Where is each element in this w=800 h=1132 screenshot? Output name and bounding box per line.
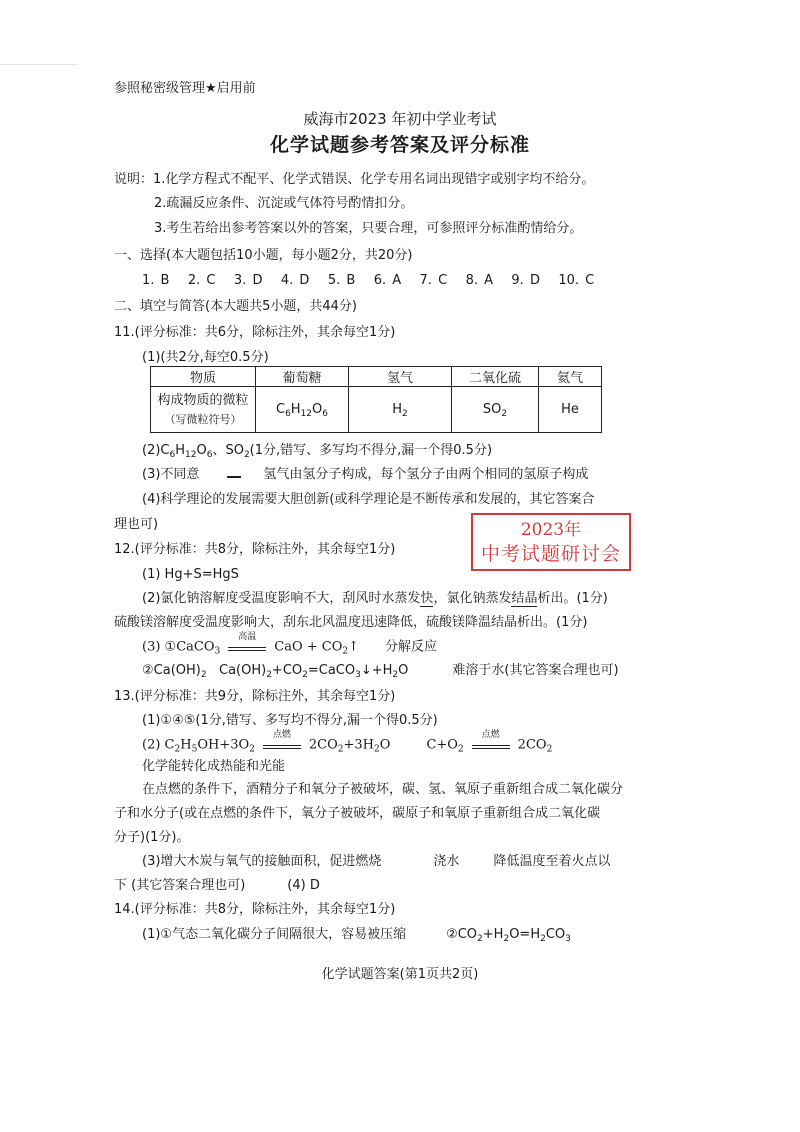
q12-part3-equation: (3) ①CaCO$_3$ 高温 CaO + $CO_2↑$ 分解反应 <box>142 632 438 657</box>
table-header-substance: 物质 <box>151 367 256 387</box>
answer-7: 7. C <box>419 273 448 288</box>
q14-standard: 14.(评分标准：共8分，除标注外，其余每空1分) <box>114 902 396 917</box>
q11-part1: (1)(共2分,每空0.5分) <box>142 350 269 365</box>
table-header-so2: 二氧化硫 <box>452 367 539 387</box>
answer-2: 2. C <box>187 273 216 288</box>
q11-part3: (3)不同意 氢气由氢分子构成，每个氢分子由两个相同的氢原子构成 <box>142 467 589 482</box>
document-title: 化学试题参考答案及评分标准 <box>269 134 530 156</box>
table-header-hydrogen: 氢气 <box>349 367 452 387</box>
cell-glucose-formula: $C_6H_{12}O_6$ <box>256 387 349 433</box>
q11-part4a: (4)科学理论的发展需要大胆创新(或科学理论是不断传承和发展的，其它答案合 <box>142 492 595 507</box>
q11-part4b: 理也可) <box>114 517 159 532</box>
note-2: 2.疏漏反应条件、沉淀或气体符号酌情扣分。 <box>154 196 414 211</box>
seminar-stamp: 2023年 中考试题研讨会 <box>471 513 631 571</box>
q13-part2-equations: (2) $C_2H_5OH+3O_2$ 点燃 $2CO_2+3H_2O$ $C+O_2$ 点燃 $2CO_2$ <box>142 730 553 755</box>
table-row-label: 构成物质的微粒 （写微粒符号） <box>151 387 256 433</box>
q13-part2d: 子和水分子(或在点燃的条件下，氧分子被破坏，碳原子和氧原子重新组合成二氧化碳 <box>114 806 601 821</box>
choice-answers <box>142 272 594 290</box>
table-header-helium: 氦气 <box>539 367 602 387</box>
q13-part2c: 在点燃的条件下，酒精分子和氧分子被破坏，碳、氢、氧原子重新组合成二氧化碳分 <box>142 782 624 797</box>
q13-part3b: 下 (其它答案合理也可) (4) D <box>114 878 320 893</box>
cell-hydrogen-formula: $H_2$ <box>349 387 452 433</box>
section-2-heading: 二、填空与简答(本大题共5小题，共44分) <box>114 299 357 314</box>
secret-level: 参照秘密级管理★启用前 <box>114 81 256 96</box>
condition-high-temp: 高温 <box>228 638 266 656</box>
cell-helium-formula: He <box>539 387 602 433</box>
condition-ignite-2: 点燃 <box>472 736 510 754</box>
particle-table <box>150 366 602 433</box>
q12-part3-2: $②Ca(OH)_2$ $Ca(OH)_2+CO_2=CaCO_3↓+H_2O$ 难溶于水(其它答案合理也可) <box>142 663 619 680</box>
note-1: 说明：1.化学方程式不配平、化学式错误、化学专用名词出现错字或别字均不给分。 <box>114 172 595 187</box>
top-edge-line <box>0 64 78 65</box>
q13-part2b: 化学能转化成热能和光能 <box>142 759 286 774</box>
q13-part2e: 分子)(1分)。 <box>114 830 190 845</box>
q12-part2b: 硫酸镁溶解度受温度影响大，刮东北风温度迅速降低，硫酸镁降温结晶析出。(1分) <box>114 615 588 630</box>
q12-part2a: (2)氯化钠溶解度受温度影响不大，刮风时水蒸发快，氯化钠蒸发结晶析出。(1分) <box>142 591 608 606</box>
q13-part1: (1)①④⑤(1分,错写、多写均不得分,漏一个得0.5分) <box>142 713 438 728</box>
exam-title: 威海市2023 年初中学业考试 <box>303 110 497 128</box>
table-header-glucose: 葡萄糖 <box>256 367 349 387</box>
answer-5: 5. B <box>327 273 356 288</box>
q14-part1: (1)①气态二氧化碳分子间隔很大，容易被压缩 $②CO_2+H_2O=H_2CO_3$ <box>142 927 571 944</box>
section-1-heading: 一、选择(本大题包括10小题，每小题2分，共20分) <box>114 248 413 263</box>
q13-part3a: (3)增大木炭与氧气的接触面积，促进燃烧 浇水 降低温度至着火点以 <box>142 854 611 869</box>
answer-6: 6. A <box>373 273 402 288</box>
answer-9: 9. D <box>511 273 540 288</box>
q12-standard: 12.(评分标准：共8分，除标注外，其余每空1分) <box>114 542 396 557</box>
page-footer: 化学试题答案(第1页共2页) <box>321 967 479 982</box>
q12-part1: (1) Hg+S=HgS <box>142 567 239 582</box>
answer-3: 3. D <box>233 273 263 288</box>
q13-standard: 13.(评分标准：共9分，除标注外，其余每空1分) <box>114 689 396 704</box>
answer-10: 10. C <box>558 273 595 288</box>
condition-ignite-1: 点燃 <box>263 736 301 754</box>
answer-8: 8. A <box>465 273 493 288</box>
answer-4: 4. D <box>280 273 310 288</box>
q11-standard: 11.(评分标准：共6分，除标注外，其余每空1分) <box>114 325 396 340</box>
q11-part2: $(2)C_6H_{12}O_6$、$SO_2(1$分,错写、多写均不得分,漏一个得0.5分) <box>142 443 493 460</box>
answer-1: 1. B <box>142 273 170 288</box>
note-3: 3.考生若给出参考答案以外的答案，只要合理，可参照评分标准酌情给分。 <box>154 221 583 236</box>
cell-so2-formula: $SO_2$ <box>452 387 539 433</box>
